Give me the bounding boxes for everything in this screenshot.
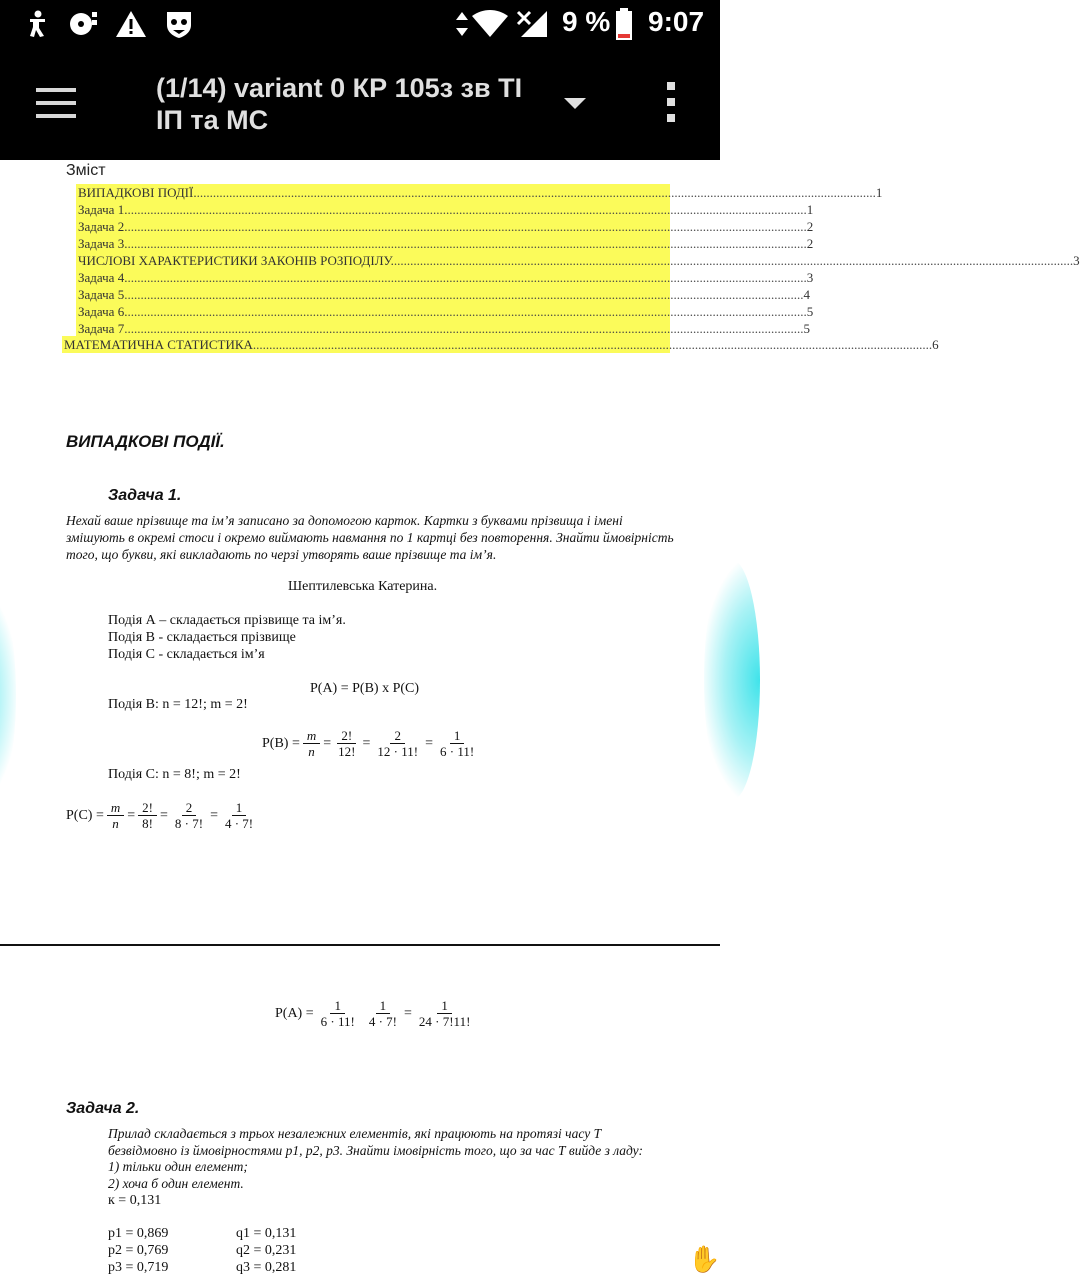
prob-q1: q1 = 0,131 bbox=[236, 1226, 297, 1241]
fraction: $\frac{2}{8 \cdot 7!}$ bbox=[174, 800, 204, 831]
prob-q2: q2 = 0,231 bbox=[236, 1243, 297, 1258]
toc-entry-label: Задача 5 bbox=[78, 287, 125, 302]
formula-pb: P(B) = $\frac{m}{n}$ = $\frac{2!}{12!}$ = $\frac{2}{12 \cdot 11!}$ = $\frac{1}{6 \cdot 11!}$ bbox=[262, 728, 481, 759]
event-c: Подія С - складається ім’я bbox=[108, 647, 265, 662]
toc-entry-label: Задача 2. bbox=[78, 219, 128, 234]
overscroll-glow-right bbox=[704, 560, 760, 800]
clock: 9:07 bbox=[648, 6, 705, 37]
status-bar bbox=[0, 0, 720, 48]
prob-p3: p3 = 0,719 bbox=[108, 1260, 169, 1275]
formula-lhs: P(C) = bbox=[66, 807, 104, 823]
fraction: $\frac{2}{12 \cdot 11!}$ bbox=[377, 728, 419, 759]
toc-entry-page: 6 bbox=[932, 337, 939, 352]
toc-entry-page: 1 bbox=[806, 202, 814, 217]
toc-entry-label: Задача 4. bbox=[78, 270, 128, 285]
toc-entry-label: Задача 1. bbox=[78, 202, 128, 217]
task-description: Прилад складається з трьох незалежних елементів, які працюють на протязі часу Т безвідмовно із ймовірностями p1, p2, p3. Знайти імовірність того, що за час Т вийде з ладу: bbox=[108, 1126, 643, 1158]
event-b: Подія В - складається прізвище bbox=[108, 630, 296, 645]
toc-entry[interactable]: Задача 1. ................................................................................................................................................................................................................. 1 bbox=[78, 202, 814, 217]
toc-entry[interactable]: ЧИСЛОВІ ХАРАКТЕРИСТИКИ ЗАКОНІВ РОЗПОДІЛУ. ................................................................................................................................................................................................................. 3 bbox=[78, 253, 1080, 268]
menu-icon[interactable] bbox=[36, 88, 76, 120]
formula-lhs: P(B) = bbox=[262, 735, 300, 751]
wifi-icon bbox=[470, 8, 510, 40]
toc-entry[interactable]: Задача 7 ................................................................................................................................................................................................................. 5 bbox=[78, 321, 810, 336]
toc-entry-page: 3 bbox=[1073, 253, 1080, 268]
toc-entry-page: 5 bbox=[803, 321, 810, 336]
toc-entry[interactable]: Задача 2. ................................................................................................................................................................................................................. 2 bbox=[78, 219, 814, 234]
toc-entry-page: 2 bbox=[806, 219, 814, 234]
no-signal-icon bbox=[514, 8, 550, 40]
battery-icon bbox=[614, 8, 634, 40]
toc-entry-label: ЧИСЛОВІ ХАРАКТЕРИСТИКИ ЗАКОНІВ РОЗПОДІЛУ. bbox=[78, 253, 394, 268]
media-icon bbox=[66, 8, 100, 40]
toc-heading: Зміст bbox=[66, 162, 106, 179]
toc-entry-label: ВИПАДКОВІ ПОДІЇ. bbox=[78, 185, 197, 200]
toc-entry-label: Задача 6. bbox=[78, 304, 128, 319]
toc-entry-page: 5 bbox=[806, 304, 814, 319]
fraction: $\frac{2!}{12!}$ bbox=[338, 728, 356, 759]
document-page[interactable] bbox=[0, 160, 1080, 1280]
prob-p1: p1 = 0,869 bbox=[108, 1226, 169, 1241]
fraction: $\frac{2!}{8!}$ bbox=[138, 800, 157, 831]
battery-percent: 9 % bbox=[562, 6, 611, 37]
event-b-params: Подія В: n = 12!; m = 2! bbox=[108, 697, 248, 712]
toc-entry-label: Задача 7 bbox=[78, 321, 125, 336]
k-value: к = 0,131 bbox=[108, 1193, 162, 1208]
toc-entry-page: 4 bbox=[803, 287, 810, 302]
toc-entry[interactable]: Задача 5 ................................................................................................................................................................................................................. 4 bbox=[78, 287, 810, 302]
warning-icon bbox=[114, 8, 148, 40]
toc-entry-page: 2 bbox=[806, 236, 814, 251]
page-divider bbox=[0, 944, 720, 946]
toc-entry-page: 1 bbox=[875, 185, 883, 200]
data-arrows-icon bbox=[452, 8, 472, 40]
toc-entry[interactable]: ВИПАДКОВІ ПОДІЇ. ................................................................................................................................................................................................................. 1 bbox=[78, 185, 883, 200]
toc-entry-page: 3 bbox=[806, 270, 814, 285]
event-c-params: Подія С: n = 8!; m = 2! bbox=[108, 767, 241, 782]
formula-pa: P(A) = P(B) x P(C) bbox=[310, 681, 420, 696]
task-description: Нехай ваше прізвище та ім’я записано за допомогою карток. Картки з буквами прізвища і імені змішують в окремі стоси і окремо виймають навмання по 1 картці без повторення. Знайти ймовірність того, що букви, які викладають по черзі утворять ваше прізвище та ім’я. bbox=[66, 513, 674, 562]
toc-entry[interactable]: Задача 6. ................................................................................................................................................................................................................. 5 bbox=[78, 304, 814, 319]
fraction: $\frac{1}{4 \cdot 7!}$ bbox=[224, 800, 254, 831]
formula-pa-result: P(A) = $\frac{1}{6 \cdot 11!}$ $\frac{1}{4 \cdot 7!}$ = $\frac{1}{24 \cdot 7!11!}$ bbox=[275, 998, 477, 1029]
fraction: $\frac{1}{6 \cdot 11!}$ bbox=[439, 728, 475, 759]
toc-entry-label: Задача 3. bbox=[78, 236, 128, 251]
accessibility-icon bbox=[22, 8, 52, 40]
more-options-icon[interactable] bbox=[664, 82, 678, 126]
toc-entry[interactable]: МАТЕМАТИЧНА СТАТИСТИКА ................................................................................................................................................................................................................. 6 bbox=[64, 337, 939, 352]
fraction: $\frac{1}{24 \cdot 7!11!}$ bbox=[418, 998, 471, 1029]
fraction: $\frac{m}{n}$ bbox=[107, 800, 124, 831]
fraction: $\frac{1}{4 \cdot 7!}$ bbox=[368, 998, 397, 1029]
toc-entry-label: МАТЕМАТИЧНА СТАТИСТИКА bbox=[64, 337, 253, 352]
chevron-down-icon[interactable] bbox=[564, 98, 586, 109]
toc-entry[interactable]: Задача 4. ................................................................................................................................................................................................................. 3 bbox=[78, 270, 814, 285]
app-bar bbox=[0, 48, 720, 160]
formula-pc: P(C) = $\frac{m}{n}$ = $\frac{2!}{8!}$ = $\frac{2}{8 \cdot 7!}$ = $\frac{1}{4 \cdot 7!}$ bbox=[66, 800, 260, 831]
fraction: $\frac{1}{6 \cdot 11!}$ bbox=[320, 998, 355, 1029]
name-line: Шептилевська Катерина. bbox=[288, 579, 438, 594]
prob-p2: p2 = 0,769 bbox=[108, 1243, 169, 1258]
formula-lhs: P(A) = bbox=[275, 1005, 314, 1021]
task-heading: Задача 1. bbox=[108, 487, 182, 504]
document-title: (1/14) variant 0 КР 105з зв ТІ ІП та МС bbox=[156, 73, 523, 135]
list-item: 2) хоча б один елемент. bbox=[108, 1176, 244, 1191]
list-item: 1) тільки один елемент; bbox=[108, 1159, 248, 1174]
task-heading: Задача 2. bbox=[66, 1100, 140, 1117]
fraction: $\frac{m}{n}$ bbox=[303, 728, 320, 759]
prob-q3: q3 = 0,281 bbox=[236, 1260, 297, 1275]
dr-web-icon bbox=[162, 8, 196, 40]
hand-tool-icon[interactable]: ✋ bbox=[688, 1245, 721, 1275]
event-a: Подія А – складається прізвище та ім’я. bbox=[108, 613, 346, 628]
section-heading: ВИПАДКОВІ ПОДІЇ. bbox=[66, 432, 225, 451]
toc-entry[interactable]: Задача 3. ................................................................................................................................................................................................................. 2 bbox=[78, 236, 814, 251]
